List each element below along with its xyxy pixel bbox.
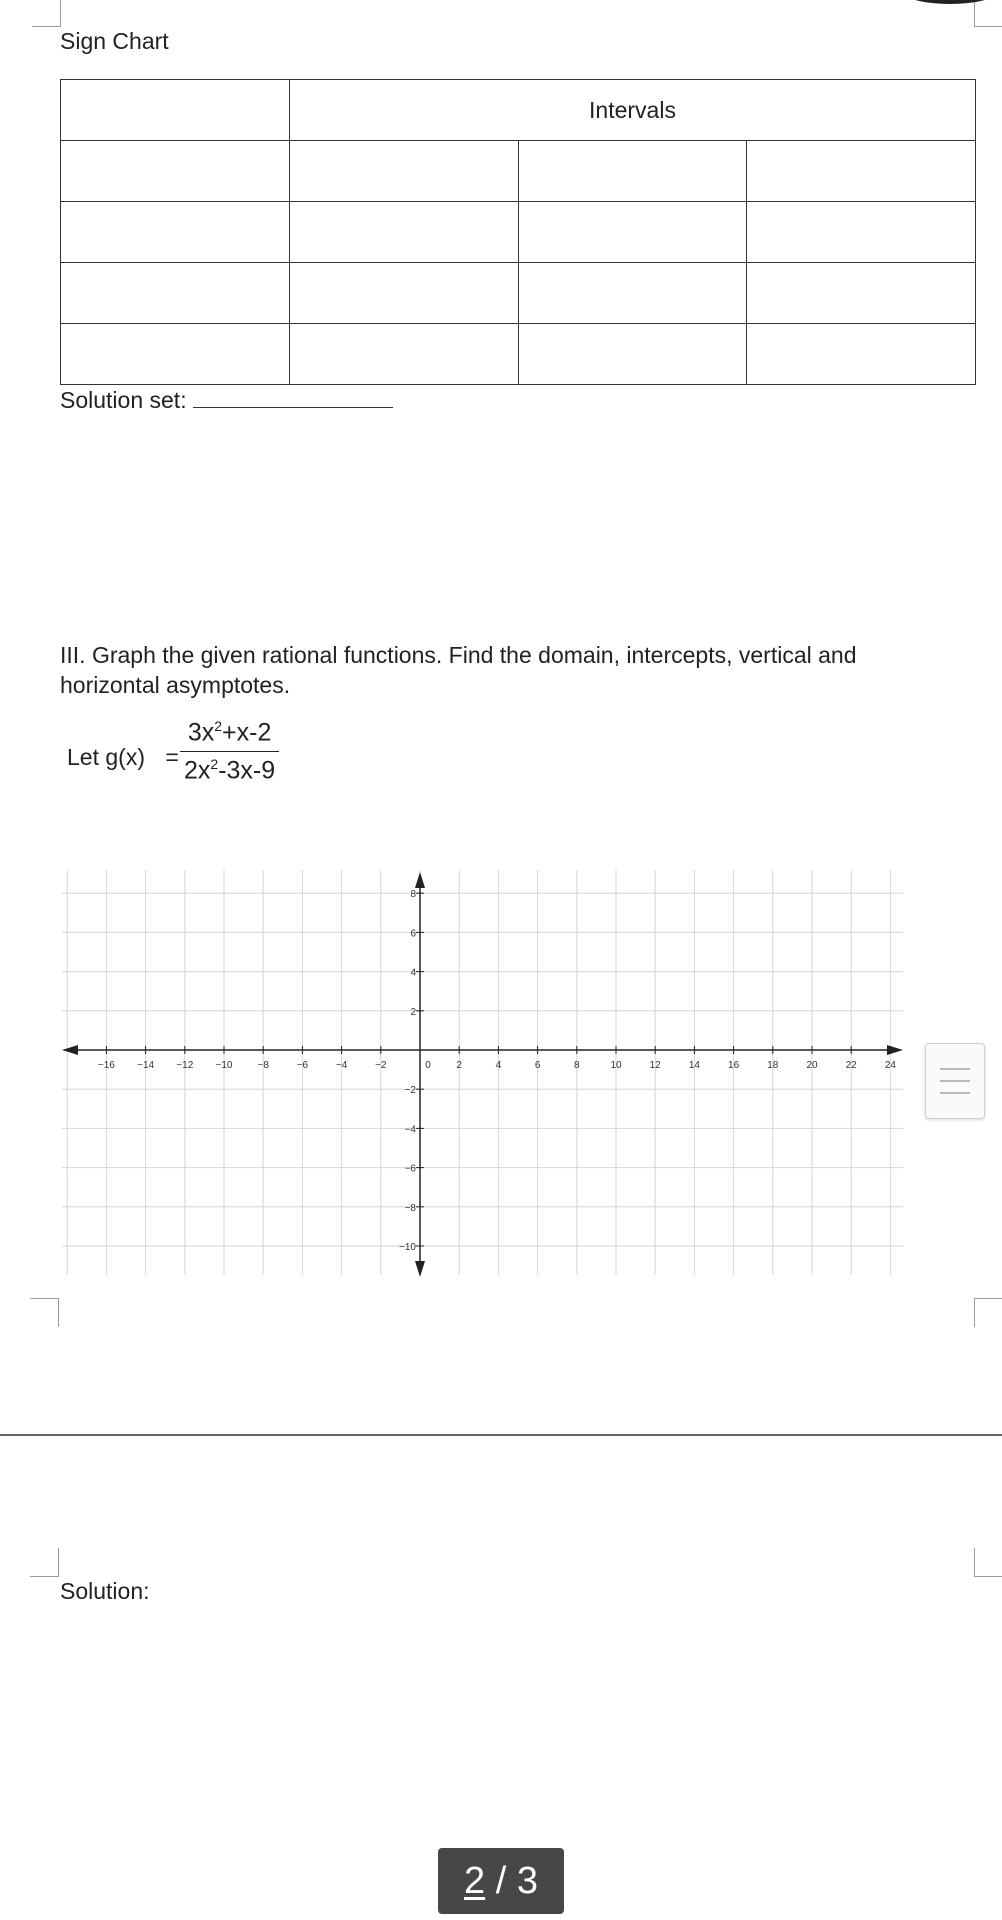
y-tick-label: 6 xyxy=(410,928,416,940)
x-tick-label: 24 xyxy=(884,1060,896,1071)
total-pages: 3 xyxy=(516,1859,538,1902)
denominator-base: 2x xyxy=(184,756,211,785)
x-tick-label: −10 xyxy=(215,1060,233,1071)
x-tick-label: −8 xyxy=(257,1060,269,1071)
y-tick-label: 4 xyxy=(410,967,416,979)
y-tick-label: 2 xyxy=(410,1006,416,1018)
crop-mark xyxy=(30,1298,59,1327)
x-tick-label: −12 xyxy=(176,1060,194,1071)
x-tick-label: 8 xyxy=(574,1060,580,1071)
y-tick-label: −6 xyxy=(404,1163,416,1175)
intervals-header: Intervals xyxy=(290,80,976,141)
x-tick-label: 10 xyxy=(610,1060,622,1071)
solution-set-label: Solution set: xyxy=(60,387,187,413)
y-axis-down-arrow xyxy=(415,1261,425,1277)
x-tick-label: −2 xyxy=(375,1060,387,1071)
x-axis-right-arrow xyxy=(887,1045,903,1055)
numerator-exponent: 2 xyxy=(214,718,223,734)
page-separator: / xyxy=(485,1859,517,1902)
function-name: Let g(x) xyxy=(67,744,145,770)
denominator-rest: -3x-9 xyxy=(218,756,276,785)
x-tick-label: 12 xyxy=(649,1060,661,1071)
x-tick-label: −4 xyxy=(335,1060,348,1071)
x-tick-label: 16 xyxy=(728,1060,740,1071)
y-tick-label: −10 xyxy=(399,1242,416,1253)
x-tick-label: −6 xyxy=(296,1060,309,1071)
x-tick-label: 14 xyxy=(688,1060,700,1071)
crop-mark xyxy=(974,1548,1002,1577)
x-tick-label: 2 xyxy=(456,1060,462,1071)
crop-mark xyxy=(974,1298,1002,1327)
sign-chart-title: Sign Chart xyxy=(60,28,169,54)
y-axis-up-arrow xyxy=(415,872,425,888)
page-indicator[interactable] xyxy=(438,1848,564,1914)
x-tick-label: 0 xyxy=(425,1060,431,1071)
y-tick-label: −2 xyxy=(404,1085,416,1097)
x-tick-label: 18 xyxy=(767,1060,779,1071)
x-tick-label: 20 xyxy=(806,1060,818,1071)
page-divider xyxy=(0,1434,1002,1436)
equals-sign: = xyxy=(165,744,179,770)
y-tick-label: −8 xyxy=(404,1202,416,1214)
y-tick-label: 8 xyxy=(410,889,416,901)
current-page: 2 xyxy=(464,1859,486,1902)
x-tick-label: −16 xyxy=(97,1060,115,1071)
y-tick-label: −4 xyxy=(404,1124,416,1136)
x-tick-label: 22 xyxy=(845,1060,857,1071)
x-tick-label: 6 xyxy=(534,1060,541,1071)
numerator-base: 3x xyxy=(187,718,215,747)
solution-label: Solution: xyxy=(60,1578,150,1604)
x-axis-left-arrow xyxy=(62,1045,78,1055)
problem-instruction: III. Graph the given rational functions. Find the domain, intercepts, vertical and horizontal asymptotes. xyxy=(60,642,857,698)
denominator-exponent: 2 xyxy=(210,756,219,773)
numerator-rest: +x-2 xyxy=(222,718,272,747)
x-tick-label: 4 xyxy=(495,1060,502,1071)
side-panel-handle[interactable] xyxy=(925,1043,985,1119)
crop-mark xyxy=(30,1548,59,1577)
x-tick-label: −14 xyxy=(137,1060,155,1071)
